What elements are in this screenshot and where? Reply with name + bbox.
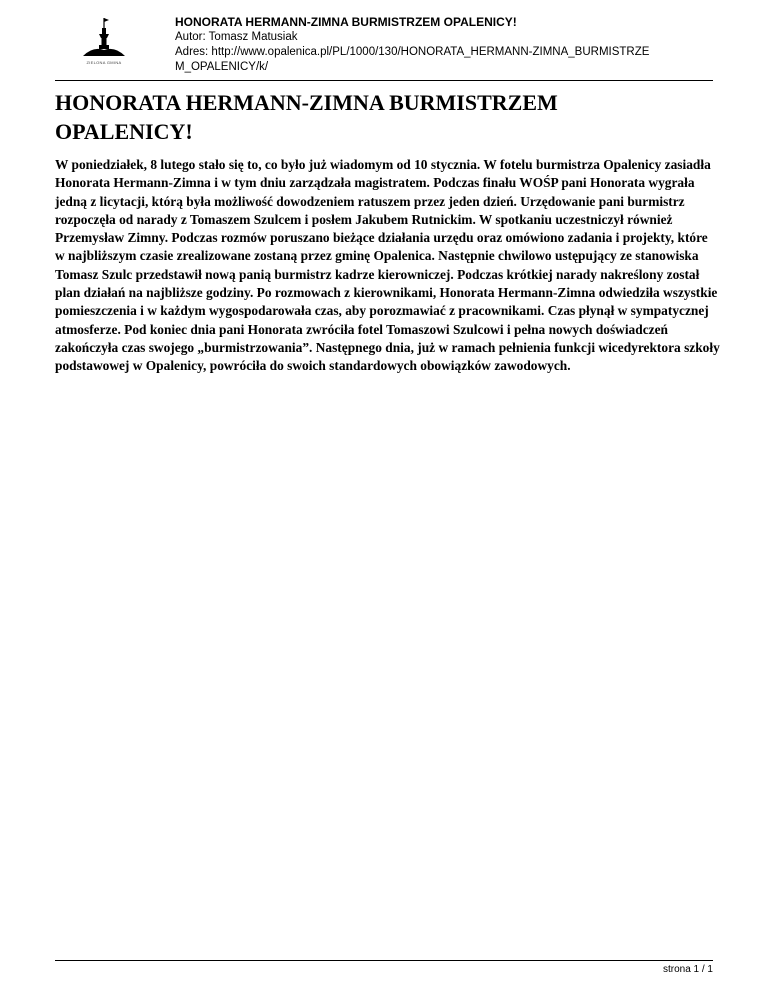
article-title: HONORATA HERMANN-ZIMNA BURMISTRZEM OPALENICY! xyxy=(55,90,558,144)
header-address-line-1: Adres: http://www.opalenica.pl/PL/1000/130/HONORATA_HERMANN-ZIMNA_BURMISTRZE xyxy=(175,46,650,58)
page-number: strona 1 / 1 xyxy=(662,964,713,975)
header-address-line-2: M_OPALENICY/k/ xyxy=(175,61,269,73)
header-divider xyxy=(55,80,713,81)
header-text xyxy=(175,15,715,75)
page-header xyxy=(55,10,713,80)
opalenica-logo xyxy=(73,14,135,72)
header-author: Autor: Tomasz Matusiak xyxy=(175,31,298,43)
logo-caption: ZIELONA GMINA xyxy=(86,60,122,65)
town-hall-logo-icon xyxy=(73,14,135,60)
article-body: W poniedziałek, 8 lutego stało się to, co było już wiadomym od 10 stycznia. W fotelu burmistrza Opalenicy zasiadła Honorata Hermann-Zimna i w tym dniu zarządzała magistratem. Podczas finału WOŚP pani Honorata wygrała jedną z licytacji, którą była możliwość dowodzeniem ratuszem przez jeden dzień. Urzędowanie pani burmistrz rozpoczęła od narady z Tomaszem Szulcem i posłem Jakubem Rutnickim. W spotkaniu uczestniczył również Przemysław Zimny. Podczas rozmów poruszano bieżące działania urzędu oraz omówiono zadania i projekty, które w najbliższym czasie zrealizowane zostaną przez gminę Opalenica. Następnie chwilowo ustępujący ze stanowiska Tomasz Szulc przedstawił nową panią burmistrz kadrze kierowniczej. Podczas krótkiej narady nakreślony został plan działań na najbliższe godziny. Po rozmowach z kierownikami, Honorata Hermann-Zimna odwiedziła wszystkie pomieszczenia i w każdym wygospodarowała czas, aby porozmawiać z pracownikami. Czas płynął w sympatycznej atmosferze. Pod koniec dnia pani Honorata zwróciła fotel Tomaszowi Szulcowi i pełna nowych doświadczeń zakończyła czas swojego „burmistrzowania”. Następnego dnia, już w ramach pełnienia funkcji wicedyrektora szkoły podstawowej w Opalenicy, powróciła do swoich standardowych obowiązków zawodowych. xyxy=(55,157,720,374)
footer-divider xyxy=(55,960,713,961)
header-title: HONORATA HERMANN-ZIMNA BURMISTRZEM OPALENICY! xyxy=(175,15,517,29)
